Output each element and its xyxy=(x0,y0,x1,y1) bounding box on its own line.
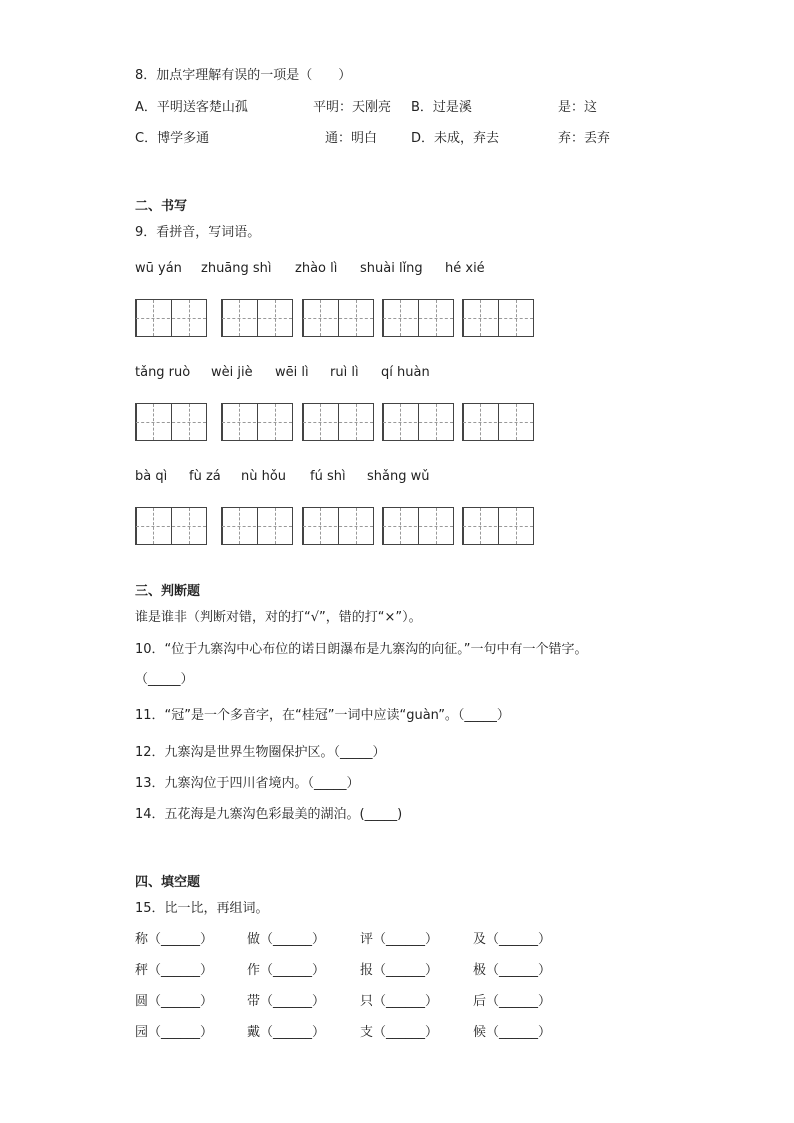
q12-stem: 12．九寨沟是世界生物圈保护区。（_____） xyxy=(135,745,386,760)
pinyin-label: fú shì xyxy=(310,469,346,484)
compare-item xyxy=(473,995,551,1008)
writing-grid-box[interactable] xyxy=(382,403,454,441)
writing-grid-box[interactable] xyxy=(135,403,207,441)
compare-item xyxy=(135,964,213,977)
compare-char: 带 xyxy=(247,994,261,1009)
writing-grid-box[interactable] xyxy=(135,299,207,337)
q8-option-c: C．博学多通 xyxy=(135,131,210,146)
compare-char: 报 xyxy=(360,963,374,978)
section-3-intro: 谁是谁非（判断对错，对的打“√”，错的打“×”）。 xyxy=(135,610,422,625)
word-answer-blank[interactable]: （______） xyxy=(373,1025,439,1040)
q13-stem: 13．九寨沟位于四川省境内。（_____） xyxy=(135,776,360,791)
writing-grid-box[interactable] xyxy=(302,403,374,441)
section-4-title: 四、填空题 xyxy=(135,875,201,890)
word-answer-blank[interactable]: （______） xyxy=(260,963,326,978)
q8-stem: 8．加点字理解有误的一项是（ ） xyxy=(135,68,352,83)
q11-stem: 11．“冠”是一个多音字，在“桂冠”一词中应读“guàn”。（_____） xyxy=(135,708,510,723)
q10-answer-blank[interactable]: （_____） xyxy=(135,672,194,687)
q8-option-b: B．过是溪 xyxy=(411,100,472,115)
q10-stem: 10．“位于九寨沟中心布位的诺日朗瀑布是九寨沟的向征。”一句中有一个错字。 xyxy=(135,642,588,657)
q9-stem: 9．看拼音，写词语。 xyxy=(135,225,261,240)
pinyin-label: bà qì xyxy=(135,469,168,484)
compare-item xyxy=(473,964,551,977)
word-answer-blank[interactable]: （______） xyxy=(148,994,214,1009)
q8-option-b-note: 是：这 xyxy=(558,100,598,115)
compare-char: 后 xyxy=(473,994,487,1009)
writing-grid-box[interactable] xyxy=(221,403,293,441)
word-answer-blank[interactable]: （______） xyxy=(486,932,552,947)
compare-item xyxy=(247,1026,325,1039)
word-answer-blank[interactable]: （______） xyxy=(148,963,214,978)
compare-char: 作 xyxy=(247,963,261,978)
compare-item xyxy=(135,995,213,1008)
word-answer-blank[interactable]: （______） xyxy=(486,1025,552,1040)
word-answer-blank[interactable]: （______） xyxy=(486,963,552,978)
pinyin-label: shǎng wǔ xyxy=(367,469,430,484)
writing-grid-box[interactable] xyxy=(221,299,293,337)
writing-grid-box[interactable] xyxy=(221,507,293,545)
writing-grid-box[interactable] xyxy=(462,507,534,545)
word-answer-blank[interactable]: （______） xyxy=(260,932,326,947)
compare-char: 戴 xyxy=(247,1025,261,1040)
pinyin-label: wēi lì xyxy=(275,365,309,380)
pinyin-label: nù hǒu xyxy=(241,469,287,484)
pinyin-label: zhuāng shì xyxy=(201,261,272,276)
compare-char: 评 xyxy=(360,932,374,947)
q8-option-a: A．平明送客楚山孤 xyxy=(135,100,248,115)
word-answer-blank[interactable]: （______） xyxy=(373,932,439,947)
compare-char: 秤 xyxy=(135,963,149,978)
pinyin-label: fù zá xyxy=(189,469,221,484)
writing-grid-box[interactable] xyxy=(302,299,374,337)
q8-option-d-note: 弃：丢弃 xyxy=(558,131,611,146)
pinyin-label: ruì lì xyxy=(330,365,359,380)
writing-grid-box[interactable] xyxy=(382,507,454,545)
compare-char: 园 xyxy=(135,1025,149,1040)
word-answer-blank[interactable]: （______） xyxy=(373,994,439,1009)
pinyin-label: wèi jiè xyxy=(211,365,253,380)
section-2-title: 二、书写 xyxy=(135,199,188,214)
compare-item xyxy=(135,1026,213,1039)
q14-stem: 14．五花海是九寨沟色彩最美的湖泊。(_____) xyxy=(135,807,403,822)
compare-item xyxy=(360,964,438,977)
pinyin-label: tǎng ruò xyxy=(135,365,191,380)
writing-grid-box[interactable] xyxy=(462,299,534,337)
compare-char: 只 xyxy=(360,994,374,1009)
pinyin-label: zhào lì xyxy=(295,261,338,276)
compare-item xyxy=(473,933,551,946)
word-answer-blank[interactable]: （______） xyxy=(373,963,439,978)
pinyin-label: hé xié xyxy=(445,261,485,276)
writing-grid-box[interactable] xyxy=(302,507,374,545)
pinyin-label: shuài lǐng xyxy=(360,261,423,276)
word-answer-blank[interactable]: （______） xyxy=(260,994,326,1009)
word-answer-blank[interactable]: （______） xyxy=(148,932,214,947)
compare-char: 支 xyxy=(360,1025,374,1040)
compare-char: 称 xyxy=(135,932,149,947)
compare-item xyxy=(473,1026,551,1039)
compare-item xyxy=(247,933,325,946)
q8-option-a-note: 平明：天刚亮 xyxy=(313,100,392,115)
compare-item xyxy=(360,995,438,1008)
compare-char: 做 xyxy=(247,932,261,947)
q8-option-c-note: 通：明白 xyxy=(325,131,378,146)
q8-option-d: D．未成，弃去 xyxy=(411,131,500,146)
compare-char: 及 xyxy=(473,932,487,947)
compare-item xyxy=(247,964,325,977)
compare-item xyxy=(360,1026,438,1039)
compare-char: 圆 xyxy=(135,994,149,1009)
writing-grid-box[interactable] xyxy=(462,403,534,441)
q15-stem: 15．比一比，再组词。 xyxy=(135,901,269,916)
writing-grid-box[interactable] xyxy=(135,507,207,545)
word-answer-blank[interactable]: （______） xyxy=(486,994,552,1009)
word-answer-blank[interactable]: （______） xyxy=(148,1025,214,1040)
word-answer-blank[interactable]: （______） xyxy=(260,1025,326,1040)
writing-grid-box[interactable] xyxy=(382,299,454,337)
compare-char: 候 xyxy=(473,1025,487,1040)
pinyin-label: wū yán xyxy=(135,261,182,276)
compare-char: 极 xyxy=(473,963,487,978)
compare-item xyxy=(247,995,325,1008)
compare-item xyxy=(135,933,213,946)
section-3-title: 三、判断题 xyxy=(135,584,201,599)
compare-item xyxy=(360,933,438,946)
pinyin-label: qí huàn xyxy=(381,365,430,380)
